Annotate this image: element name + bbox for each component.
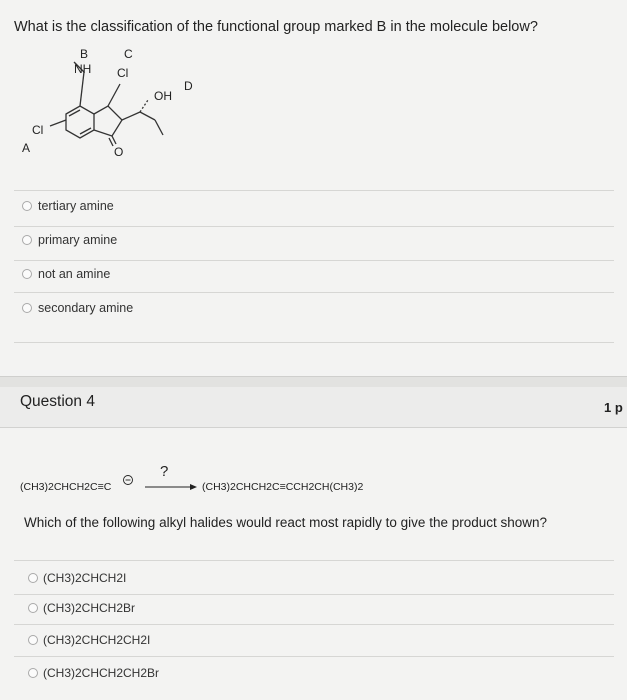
reactant: (CH3)2CHCH2C≡C bbox=[20, 481, 112, 493]
radio-icon[interactable] bbox=[28, 668, 38, 678]
reagent-question: ? bbox=[160, 463, 169, 480]
option-alkyl-halide-2[interactable] bbox=[28, 601, 135, 615]
question-4-title: Question 4 bbox=[20, 393, 95, 410]
label-b: B bbox=[80, 47, 89, 61]
divider bbox=[14, 342, 614, 343]
radio-icon[interactable] bbox=[22, 269, 32, 279]
radio-icon[interactable] bbox=[28, 603, 38, 613]
label-c: C bbox=[124, 47, 133, 61]
radio-icon[interactable] bbox=[22, 303, 32, 313]
option-label: (CH3)2CHCH2CH2Br bbox=[43, 666, 160, 680]
product: (CH3)2CHCH2C≡CCH2CH(CH3)2 bbox=[202, 481, 364, 493]
option-secondary-amine[interactable] bbox=[22, 301, 133, 315]
radio-icon[interactable] bbox=[22, 235, 32, 245]
divider bbox=[14, 624, 614, 625]
label-oh: OH bbox=[154, 89, 172, 103]
option-label: tertiary amine bbox=[38, 199, 114, 213]
divider bbox=[14, 190, 614, 191]
label-o: O bbox=[114, 145, 124, 159]
radio-icon[interactable] bbox=[22, 201, 32, 211]
option-label: not an amine bbox=[38, 267, 111, 281]
option-alkyl-halide-4[interactable] bbox=[28, 666, 159, 680]
radio-icon[interactable] bbox=[28, 573, 38, 583]
divider bbox=[14, 656, 614, 657]
option-label: primary amine bbox=[38, 233, 118, 247]
option-primary-amine[interactable] bbox=[22, 233, 117, 247]
molecule-structure bbox=[0, 40, 260, 170]
option-alkyl-halide-1[interactable] bbox=[28, 571, 126, 585]
label-cl-top: Cl bbox=[117, 66, 129, 80]
divider bbox=[14, 560, 614, 561]
question-4-prompt: Which of the following alkyl halides would react most rapidly to give the product shown? bbox=[24, 515, 548, 530]
divider bbox=[14, 292, 614, 293]
radio-icon[interactable] bbox=[28, 635, 38, 645]
label-cl-left: Cl bbox=[32, 123, 44, 137]
label-a: A bbox=[22, 141, 31, 155]
points-label: 1 p bbox=[604, 400, 623, 415]
label-nh: NH bbox=[74, 62, 92, 76]
option-alkyl-halide-3[interactable] bbox=[28, 633, 150, 647]
question-3-prompt: What is the classification of the functional group marked B in the molecule below? bbox=[14, 19, 538, 35]
divider bbox=[14, 594, 614, 595]
option-label: (CH3)2CHCH2I bbox=[43, 571, 127, 585]
label-d: D bbox=[184, 79, 193, 93]
option-label: (CH3)2CHCH2CH2I bbox=[43, 633, 151, 647]
option-label: secondary amine bbox=[38, 301, 134, 315]
option-not-an-amine[interactable] bbox=[22, 267, 110, 281]
option-tertiary-amine[interactable] bbox=[22, 199, 114, 213]
option-label: (CH3)2CHCH2Br bbox=[43, 601, 136, 615]
reaction-scheme bbox=[20, 460, 580, 500]
divider bbox=[14, 260, 614, 261]
divider bbox=[14, 226, 614, 227]
